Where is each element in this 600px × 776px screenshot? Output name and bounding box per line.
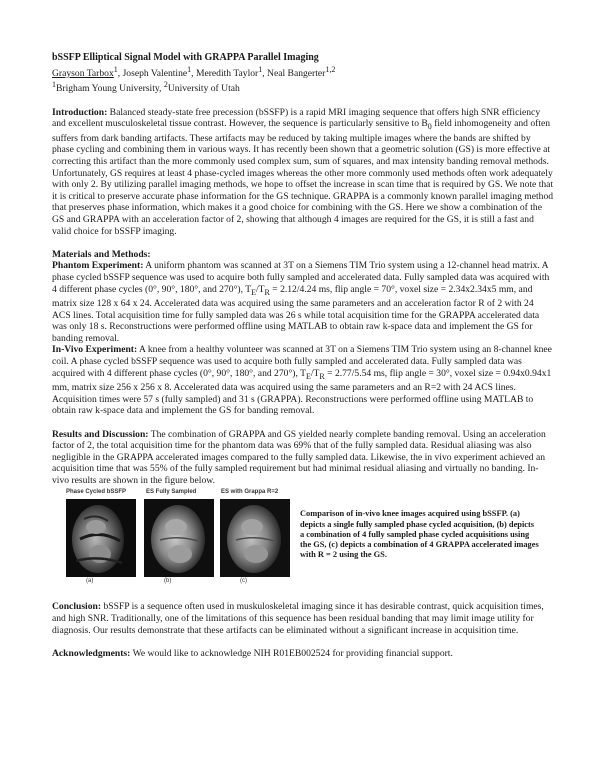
figure-panels: [66, 489, 294, 587]
acknowledgments-paragraph: Acknowledgments: We would like to acknowledge NIH R01EB002524 for providing financial support.: [52, 647, 453, 659]
knee-image-c: [220, 499, 290, 577]
figure-caption: Comparison of in-vivo knee images acquired using bSSFP. (a) depicts a single fully sampled phase cycled acquisition, (b) depicts a combination of 4 fully sampled phase cycled acquisitions using the GS, (c) depicts a combination of 4 GRAPPA accelerated images with R = 2 using the GS.: [300, 509, 539, 560]
knee-image-a: [66, 499, 136, 577]
invivo-paragraph: In-Vivo Experiment: A knee from a healthy volunteer was scanned at 3T on a Siemens TIM Trio system using an 8-channel knee coil. A phase cycled bSSFP sequence was used to acquire both fully sampled and accelerated data. Fully sampled data was acquired with 4 different phase cycles (0°, 90°, 180°, and 270°), $T_E/T_R = 2.77/5.54$ ms, flip angle = 30°, voxel size = 0.94x0.94x1 mm, matrix size 256 x 256 x 8. Accelerated data was acquired using the same parameters and an R=2 with 24 ACS lines. Acquisition times were 57 s (fully sampled) and 31 s (GRAPPA). Reconstructions were performed offline using MATLAB to obtain raw k-space data and implement the GS for banding removal.: [52, 344, 552, 417]
knee-image-b: [144, 499, 214, 577]
results-heading: Results and Discussion:: [52, 428, 149, 440]
panel-a-title: Phase Cycled bSSFP: [66, 489, 127, 496]
phantom-heading: Phantom Experiment:: [52, 260, 144, 272]
methods-heading: Materials and Methods:: [52, 248, 151, 260]
paper-title: bSSFP Elliptical Signal Model with GRAPPA Parallel Imaging: [52, 52, 319, 63]
author-presenting: Grayson Tarbox: [52, 67, 114, 79]
acknowledgments-heading: Acknowledgments:: [52, 647, 131, 659]
affiliations: $^1$Brigham Young University, $^2$University of Utah: [52, 80, 240, 95]
panel-a-label: (a): [86, 578, 94, 585]
panel-b-label: (b): [164, 578, 172, 585]
panel-b-title: ES Fully Sampled: [146, 489, 197, 496]
panel-c-title: ES with Grappa R=2: [221, 489, 279, 496]
invivo-heading: In-Vivo Experiment:: [52, 344, 138, 356]
introduction-paragraph: Introduction: Balanced steady-state free precession (bSSFP) is a rapid MRI imaging sequence that offers high SNR efficiency and excellent musculoskeletal tissue contrast. However, the sequence is particularly sensitive to $B_0$ field inhomogeneity and often suffers from dark banding artifacts. These artifacts may be reduced by taking multiple images where the bands are shifted by phase cycling and combining them in various ways. It has recently been shown that a geometric solution (GS) is more effective at correcting this artifact than the more commonly used complex sum, sum of squares, and max intensity banding removal methods. Unfortunately, GS requires at least 4 phase-cycled images whereas the other more commonly used methods often work adequately with only 2. By utilizing parallel imaging methods, we hope to offset the increase in scan time that is required by GS. We note that it is critical to preserve accurate phase information for the GS technique. GRAPPA is a commonly known parallel imaging method that preserves phase information, which makes it a good choice for combining with the GS. Here we show a combination of the GS and GRAPPA with an acceleration factor of 2, showing that although 4 images are required for the GS, it is still a fast and valid choice for bSSFP imaging.: [52, 106, 554, 237]
phantom-paragraph: Phantom Experiment: A uniform phantom was scanned at 3T on a Siemens TIM Trio system using a 12-channel head matrix. A phase cycled bSSFP sequence was used to acquire both fully sampled and accelerated data. Fully sampled data was acquired with 4 different phase cycles (0°, 90°, 180°, and 270°), $T_E/T_R = 2.12/4.24$ ms, flip angle = 70°, voxel size = 2.34x2.34x5 mm, and matrix size 128 x 64 x 24. Accelerated data was acquired using the same parameters and an acceleration factor R of 2 with 24 ACS lines. Total acquisition time for fully sampled data was 26 s while total acquisition time for the GRAPPA accelerated data was only 18 s. Reconstructions were performed offline using MATLAB to obtain raw k-space data and implement the GS for banding removal.: [52, 260, 550, 344]
introduction-heading: Introduction:: [52, 106, 108, 118]
author-list: Grayson Tarbox$^1$, Joseph Valentine$^1$, Meredith Taylor$^1$, Neal Bangerter$^{1,2}$: [52, 64, 336, 79]
panel-c-label: (c): [240, 578, 247, 585]
figure-block: [52, 489, 554, 587]
abstract-page: [52, 52, 554, 659]
conclusion-paragraph: Conclusion: bSSFP is a sequence often used in muskuloskeletal imaging since it has desirable contrast, quick acquisition times, and high SNR. Traditionally, one of the limitations of this sequence has been residual banding that may limit image utility for diagnosis. Our results demonstrate that these artifacts can be eliminated without a significant increase in acquisition time.: [52, 601, 544, 636]
conclusion-heading: Conclusion:: [52, 601, 102, 613]
results-paragraph: Results and Discussion: The combination of GRAPPA and GS yielded nearly complete banding removal. Using an acceleration factor of 2, the total acquisition time for the phantom data was 69% that of the fully sampled data. Residual aliasing was also negligible in the GRAPPA accelerated images compared to the fully sampled data. Likewise, the in vivo experiment achieved an acquisition time that was 55% of the fully sampled requirement but had minimal residual aliasing and virtually no banding. In-vivo results are shown in the figure below.: [52, 428, 546, 486]
